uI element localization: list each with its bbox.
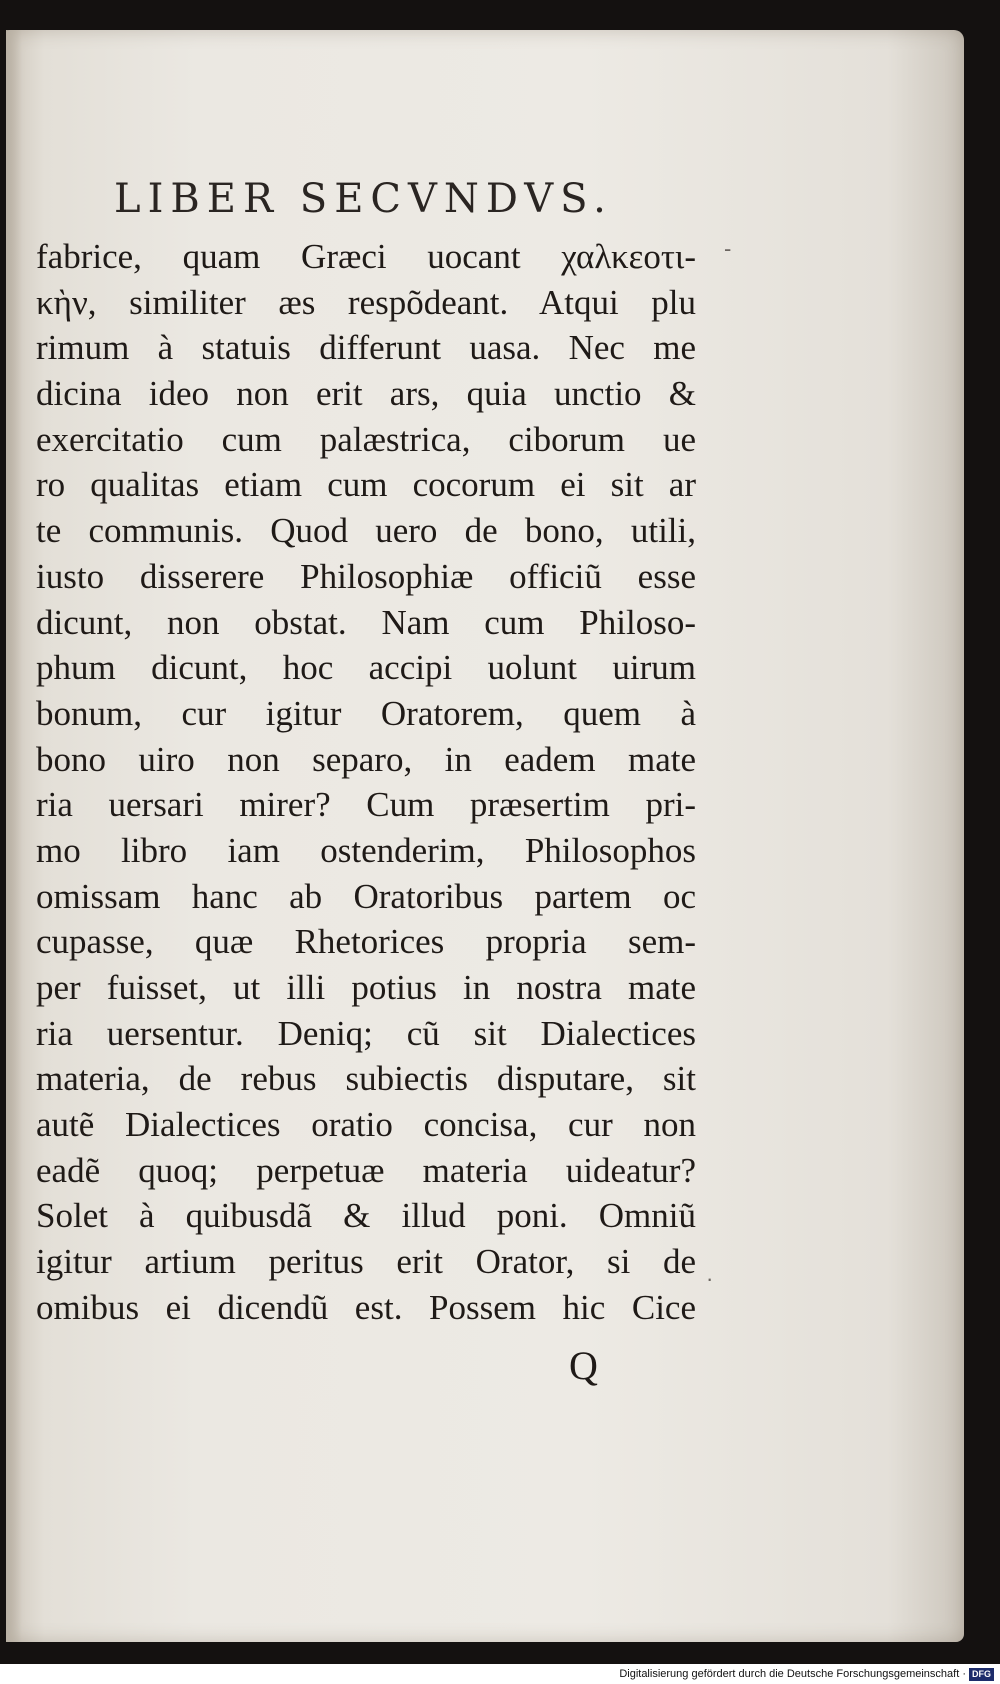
- text-line: mo libro iam ostenderim, Philosophos: [36, 830, 696, 870]
- body-text: [36, 234, 696, 1331]
- text-line: igitur artium peritus erit Orator, si de: [36, 1242, 696, 1282]
- running-head: LIBER SECVNDVS.: [114, 176, 613, 222]
- text-line: te communis. Quod uero de bono, utili,: [36, 511, 696, 551]
- text-line: cupasse, quæ Rhetorices propria sem-: [36, 922, 696, 962]
- text-line: eadẽ quoq; perpetuæ materia uideatur?: [36, 1150, 696, 1190]
- text-line: Solet à quibusdã & illud poni. Omniũ: [36, 1196, 696, 1236]
- page-binding-shadow: [6, 30, 22, 1642]
- dfg-logo: DFG: [969, 1668, 994, 1681]
- text-line: phum dicunt, hoc accipi uolunt uirum: [36, 648, 696, 688]
- text-line: omissam hanc ab Oratoribus partem oc: [36, 876, 696, 916]
- text-line: κὴν, similiter æs respõdeant. Atqui plu: [36, 282, 696, 322]
- text-line: ria uersari mirer? Cum præsertim pri-: [36, 785, 696, 825]
- text-line: omibus ei dicendũ est. Possem hic Cice: [36, 1287, 696, 1327]
- margin-mark: ·: [706, 1266, 714, 1291]
- digitization-credit: [619, 1666, 994, 1682]
- text-line: ria uersentur. Deniq; cũ sit Dialectices: [36, 1013, 696, 1053]
- text-line: materia, de rebus subiectis disputare, sit: [36, 1059, 696, 1099]
- text-line: autẽ Dialectices oratio concisa, cur non: [36, 1105, 696, 1145]
- text-line: dicina ideo non erit ars, quia unctio &: [36, 374, 696, 414]
- text-line: per fuisset, ut illi potius in nostra mate: [36, 968, 696, 1007]
- text-line: bonum, cur igitur Oratorem, quem à: [36, 693, 696, 733]
- text-line: dicunt, non obstat. Nam cum Philoso-: [36, 602, 696, 642]
- text-line: rimum à statuis differunt uasa. Nec me: [36, 328, 696, 368]
- text-line: exercitatio cum palæstrica, ciborum ue: [36, 419, 696, 459]
- text-line: ro qualitas etiam cum cocorum ei sit ar: [36, 465, 696, 505]
- text-line: iusto disserere Philosophiæ officiũ esse: [36, 556, 696, 596]
- credit-text: Digitalisierung gefördert durch die Deutsche Forschungsgemeinschaft ·: [619, 1668, 966, 1680]
- text-line: bono uiro non separo, in eadem mate: [36, 739, 696, 779]
- text-line: fabrice, quam Græci uocant χαλκεοτι-: [36, 237, 696, 276]
- catchword: Q: [569, 1343, 598, 1388]
- margin-mark: -: [724, 236, 732, 261]
- book-page: [6, 30, 964, 1642]
